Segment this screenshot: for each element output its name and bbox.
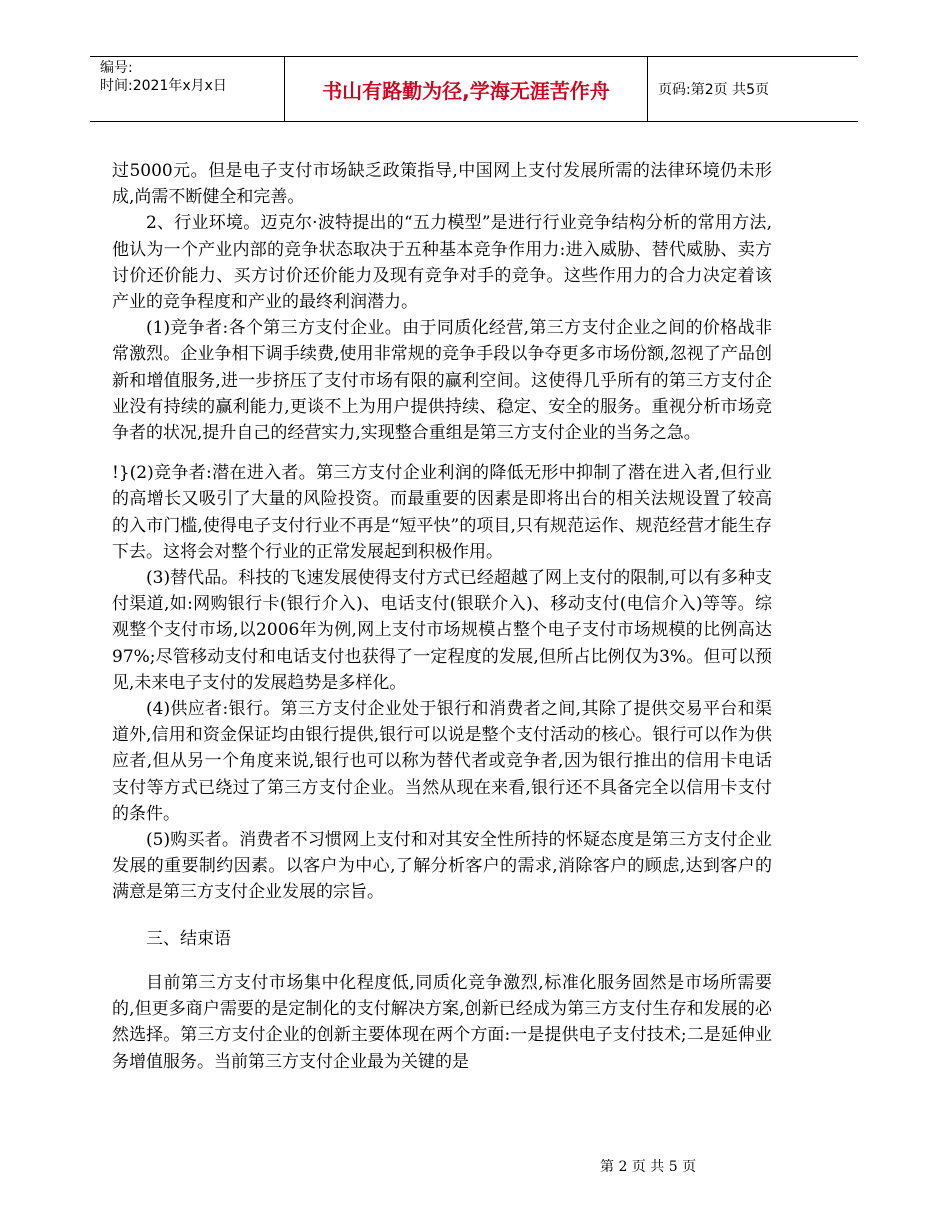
header-page-info: 页码:第2页 共5页 [658, 82, 769, 98]
paragraph: (5)购买者。消费者不习惯网上支付和对其安全性所持的怀疑态度是第三方支付企业发展的重要制约因素。以客户为中心,了解分析客户的需求,消除客户的顾虑,达到客户的满意是第三方支付企业发展的宗旨。 [112, 830, 772, 903]
document-number-label: 编号: [100, 60, 133, 76]
paragraph: 2、行业环境。迈克尔·波特提出的“五力模型”是进行行业竞争结构分析的常用方法,他认为一个产业内部的竞争状态取决于五种基本竞争作用力:进入威胁、替代威胁、卖方讨价还价能力、买方讨价还价能力及现有竞争对手的竞争。这些作用力的合力决定着该产业的竞争程度和产业的最终利润潜力。 [112, 213, 772, 313]
paragraph: (4)供应者:银行。第三方支付企业处于银行和消费者之间,其除了提供交易平台和渠道外,信用和资金保证均由银行提供,银行可以说是整个支付活动的核心。银行可以作为供应者,但从另一个角度来说,银行也可以称为替代者或竞争者,因为银行推出的信用卡电话支付等方式已绕过了第三方支付企业。当然从现在来看,银行还不具备完全以信用卡支付的条件。 [112, 699, 772, 824]
paragraph: 过5000元。但是电子支付市场缺乏政策指导,中国网上支付发展所需的法律环境仍未形成,尚需不断健全和完善。 [112, 161, 772, 208]
paragraph: (3)替代品。科技的飞速发展使得支付方式已经超越了网上支付的限制,可以有多种支付渠道,如:网购银行卡(银行介入)、电话支付(银联介入)、移动支付(电信介入)等等。综观整个支付市场,以2006年为例,网上支付市场规模占整个电子支付市场规模的比例高达97%;尽管移动支付和电话支付也获得了一定程度的发展,但所占比例仅为3%。但可以预见,未来电子支付的发展趋势是多样化。 [112, 568, 772, 693]
paragraph: (1)竞争者:各个第三方支付企业。由于同质化经营,第三方支付企业之间的价格战非常激烈。企业争相下调手续费,使用非常规的竞争手段以争夺更多市场份额,忽视了产品创新和增值服务,进一步挤压了支付市场有限的赢利空间。这使得几乎所有的第三方支付企业没有持续的赢利能力,更谈不上为用户提供持续、稳定、安全的服务。重视分析市场竞争者的状况,提升自己的经营实力,实现整合重组是第三方支付企业的当务之急。 [112, 318, 772, 444]
paragraph: !}(2)竞争者:潜在进入者。第三方支付企业利润的降低无形中抑制了潜在进入者,但行业的高增长又吸引了大量的风险投资。而最重要的因素是即将出台的相关法规设置了较高的入市门槛,使得电子支付行业不再是“短平快”的项目,只有规范运作、规范经营才能生存下去。这将会对整个行业的正常发展起到积极作用。 [112, 463, 772, 562]
section-heading: 三、结束语 [146, 928, 231, 949]
paragraph: 目前第三方支付市场集中化程度低,同质化竞争激烈,标准化服务固然是市场所需要的,但更多商户需要的是定制化的支付解决方案,创新已经成为第三方支付生存和发展的必然选择。第三方支付企业的创新主要体现在两个方面:一是提供电子支付技术;二是延伸业务增值服务。当前第三方支付企业最为关键的是 [112, 972, 772, 1072]
document-body [112, 158, 772, 1075]
page-footer: 第 2 页 共 5 页 [600, 1159, 697, 1175]
header-motto: 书山有路勤为径,学海无涯苦作舟 [285, 57, 648, 121]
header-meta [90, 57, 285, 121]
page-header [90, 56, 858, 122]
document-time: 时间:2021年x月x日 [100, 78, 227, 94]
